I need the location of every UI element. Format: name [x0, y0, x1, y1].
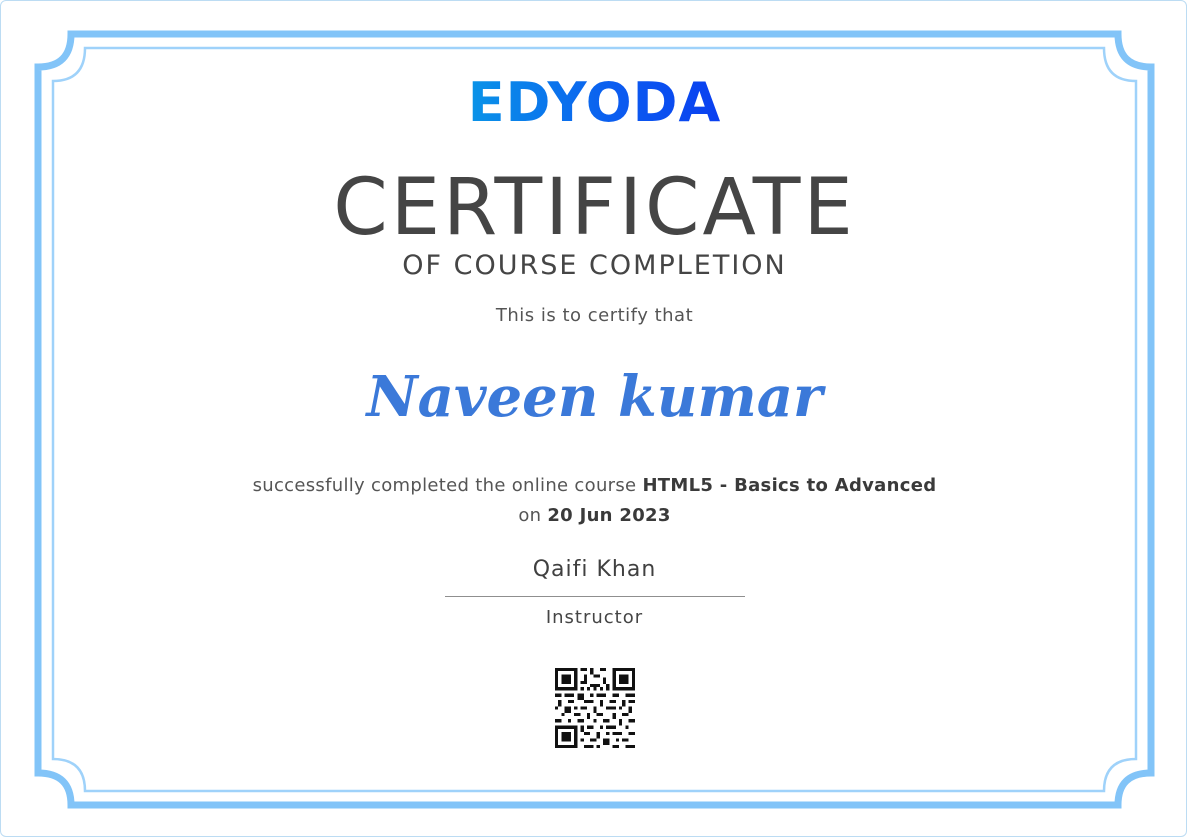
recipient-name: Naveen kumar [366, 364, 823, 430]
completion-date-line [1, 504, 1187, 528]
completion-prefix: successfully completed the online course [252, 475, 643, 496]
signature-divider [445, 596, 745, 597]
qr-code-icon [555, 668, 635, 748]
date-prefix: on [518, 505, 548, 526]
certify-statement: This is to certify that [495, 305, 694, 326]
certificate-title: CERTIFICATE [333, 163, 856, 253]
completion-statement [1, 474, 1187, 498]
completion-date: 20 Jun 2023 [547, 505, 671, 526]
instructor-role: Instructor [545, 607, 644, 628]
logo-text: EDYODA [467, 71, 722, 134]
edyoda-logo [1, 71, 1187, 135]
instructor-name: Qaifi Khan [532, 557, 657, 582]
certificate-subtitle: OF COURSE COMPLETION [402, 250, 787, 281]
course-name: HTML5 - Basics to Advanced [642, 475, 937, 496]
